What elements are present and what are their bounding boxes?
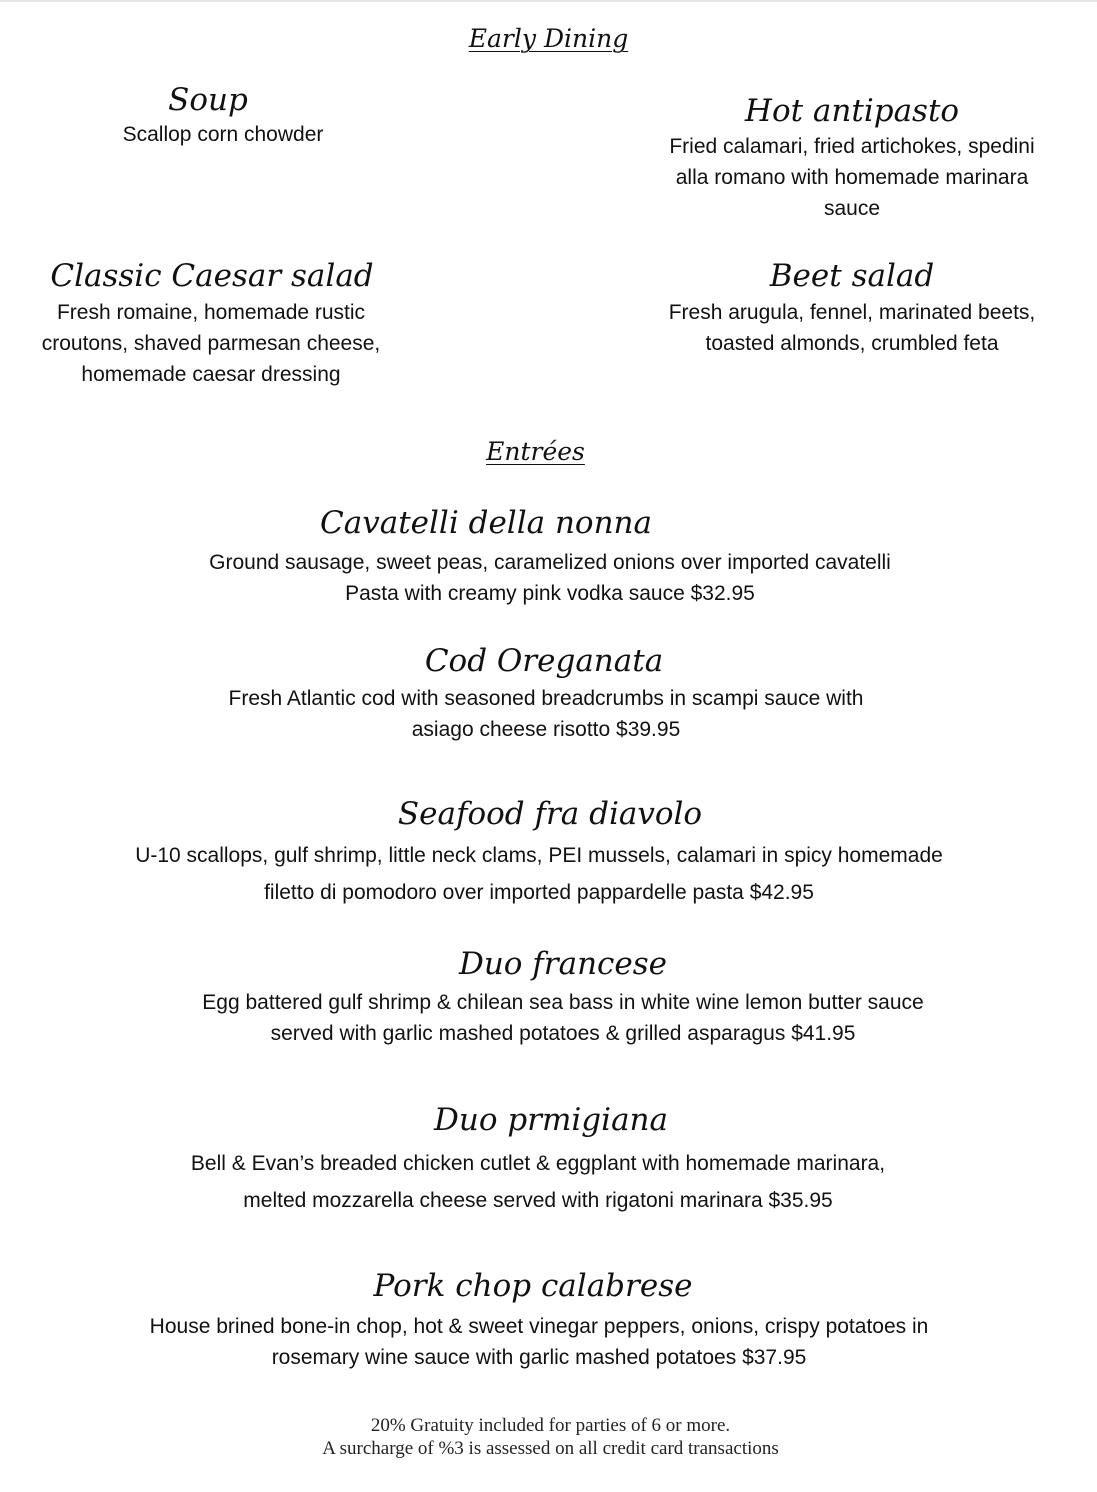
duo-francese-title: Duo francese xyxy=(458,946,668,982)
entrees-heading: Entrées xyxy=(486,437,585,466)
surcharge-note: A surcharge of %3 is assessed on all credit card transactions xyxy=(322,1438,779,1459)
duo-francese-description: Egg battered gulf shrimp & chilean sea bass in white wine lemon butter sauce served with garlic mashed potatoes & grilled asparagus $41.95 xyxy=(202,991,924,1045)
cod-oreganata-description: Fresh Atlantic cod with seasoned breadcrumbs in scampi sauce with asiago cheese risotto $39.95 xyxy=(228,687,864,741)
footer-notes xyxy=(2,1414,1097,1460)
beet-salad-description: Fresh arugula, fennel, marinated beets, toasted almonds, crumbled feta xyxy=(668,301,1036,355)
duo-parmigiana-description: Bell & Evan’s breaded chicken cutlet & eggplant with homemade marinara, melted mozzarella cheese served with rigatoni marinara $35.95 xyxy=(190,1152,886,1212)
cavatelli-title: Cavatelli della nonna xyxy=(320,505,652,541)
caesar-salad-description: Fresh romaine, homemade rustic croutons, shaved parmesan cheese, homemade caesar dressing xyxy=(41,301,381,386)
beet-salad-title: Beet salad xyxy=(769,258,935,294)
duo-parmigiana-title: Duo prmigiana xyxy=(434,1102,668,1138)
soup-description: Scallop corn chowder xyxy=(122,123,324,146)
caesar-salad-title: Classic Caesar salad xyxy=(50,258,374,294)
gratuity-note: 20% Gratuity included for parties of 6 or more. xyxy=(370,1415,731,1436)
pork-chop-title: Pork chop calabrese xyxy=(373,1268,693,1304)
pork-chop-description: House brined bone-in chop, hot & sweet vinegar peppers, onions, crispy potatoes in rosemary wine sauce with garlic mashed potatoes $37.95 xyxy=(149,1315,929,1369)
cod-oreganata-title: Cod Oreganata xyxy=(424,643,664,679)
seafood-fra-diavolo-description: U-10 scallops, gulf shrimp, little neck clams, PEI mussels, calamari in spicy homemade filetto di pomodoro over imported pappardelle pasta $42.95 xyxy=(135,844,943,904)
hot-antipasto-title: Hot antipasto xyxy=(744,93,960,129)
seafood-fra-diavolo-title: Seafood fra diavolo xyxy=(397,796,703,832)
cavatelli-description: Ground sausage, sweet peas, caramelized onions over imported cavatelli Pasta with creamy pink vodka sauce $32.95 xyxy=(209,551,891,605)
soup-title: Soup xyxy=(168,82,248,118)
early-dining-heading: Early Dining xyxy=(468,24,629,53)
hot-antipasto-description: Fried calamari, fried artichokes, spedini alla romano with homemade marinara sauce xyxy=(669,135,1035,220)
page-top-border xyxy=(0,0,1097,2)
